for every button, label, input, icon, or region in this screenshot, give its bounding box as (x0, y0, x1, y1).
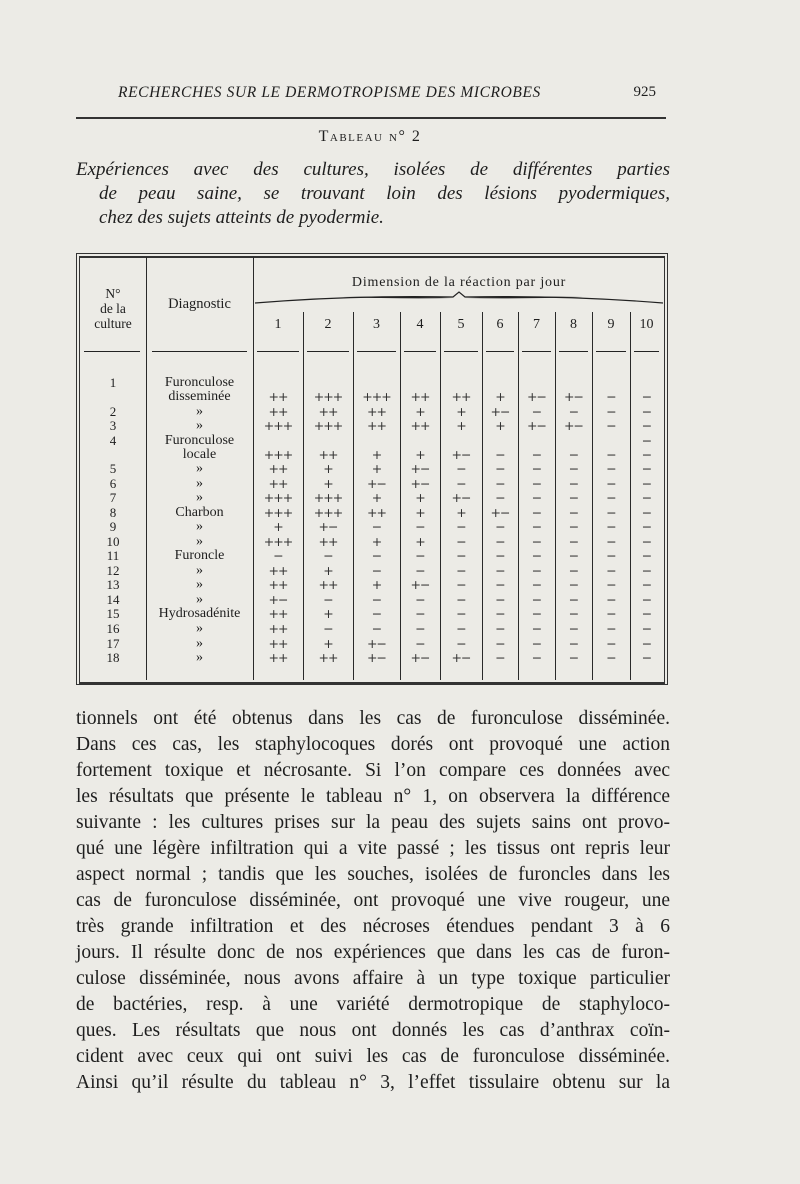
diagnostic-label: » (196, 621, 203, 636)
reaction-day-5: − (456, 548, 466, 563)
culture-number: 13 (106, 577, 120, 592)
reaction-day-1: ++ (268, 476, 288, 491)
reaction-day-2: + (323, 563, 333, 578)
reaction-day-7: − (531, 636, 542, 651)
reaction-day-9: − (606, 505, 616, 520)
culture-number: 8 (109, 505, 117, 520)
diagnostic-label: Furoncle (174, 548, 225, 563)
reaction-day-8: − (568, 577, 579, 592)
reaction-day-1: ++ (268, 636, 288, 651)
reaction-day-1: + (273, 519, 283, 534)
reaction-day-9: − (606, 534, 616, 549)
reaction-day-10: − (641, 606, 652, 621)
reaction-day-6: − (495, 534, 505, 549)
reaction-day-5: + (456, 404, 466, 419)
reaction-day-9: − (606, 621, 616, 636)
diagnostic-label: » (196, 418, 203, 433)
body-text-line: fortement toxique et nécrosante. Si l’on compare ces données avec (76, 760, 670, 781)
culture-number: 16 (106, 621, 120, 636)
reaction-day-5: +− (451, 447, 471, 462)
reaction-day-5: − (456, 461, 466, 476)
reaction-day-8: − (568, 548, 579, 563)
header-day-10: 10 (639, 317, 654, 332)
reaction-day-8: − (568, 505, 579, 520)
culture-number: 15 (106, 606, 120, 621)
body-text-line: qué une légère infiltration qui a vite passé ; les tissus ont repris leur (76, 838, 670, 859)
reaction-day-4: − (415, 548, 425, 563)
reaction-day-6: − (495, 650, 505, 665)
reaction-day-6: +− (490, 505, 510, 520)
reaction-day-2: ++ (318, 447, 338, 462)
reaction-day-6: − (495, 476, 505, 491)
reaction-day-4: +− (410, 650, 430, 665)
reaction-day-7: − (531, 650, 542, 665)
diagnostic-label: Hydrosadénite (158, 606, 241, 621)
reaction-day-3: ++ (367, 505, 386, 520)
reaction-day-9: − (606, 606, 616, 621)
header-day-2: 2 (324, 317, 332, 332)
reaction-day-10: − (641, 621, 652, 636)
reaction-day-4: − (415, 592, 425, 607)
reaction-day-4: + (415, 534, 425, 549)
reaction-day-8: − (568, 519, 579, 534)
reaction-day-8: − (568, 606, 579, 621)
reaction-day-1: ++ (268, 563, 288, 578)
diagnostic-label: » (196, 476, 203, 491)
header-underline (596, 351, 626, 352)
reaction-day-2: + (323, 636, 333, 651)
reaction-day-7: − (531, 505, 542, 520)
reaction-day-4: + (415, 505, 425, 520)
reaction-day-3: + (371, 461, 382, 476)
reaction-day-9: − (606, 650, 616, 665)
header-underline (486, 351, 514, 352)
table-caption (76, 158, 670, 230)
header-underline (84, 351, 140, 352)
reaction-day-1: ++ (268, 389, 288, 404)
culture-number: 7 (109, 490, 117, 505)
reaction-day-6: − (495, 592, 505, 607)
header-day-4: 4 (416, 317, 424, 332)
reaction-day-6: − (495, 548, 505, 563)
reaction-day-5: +− (451, 490, 471, 505)
reaction-day-8: − (568, 636, 579, 651)
culture-number: 18 (106, 650, 120, 665)
reaction-day-7: − (531, 447, 542, 462)
reaction-day-9: − (606, 490, 616, 505)
reaction-day-2: + (323, 476, 333, 491)
reaction-day-3: − (371, 592, 382, 607)
reaction-day-1: ++ (268, 650, 288, 665)
reaction-day-8: − (568, 447, 579, 462)
reaction-day-7: − (531, 621, 542, 636)
body-text-line: cas de furonculose disséminée, ont provoqué une vive rougeur, une (76, 890, 670, 911)
diagnostic-label: » (196, 592, 203, 607)
culture-number: 10 (106, 534, 120, 549)
diagnostic-label: disseminée (168, 389, 231, 404)
reaction-day-10: − (641, 505, 652, 520)
reaction-day-7: − (531, 476, 542, 491)
reaction-day-2: + (323, 606, 333, 621)
reaction-day-6: − (495, 621, 505, 636)
reaction-day-8: − (568, 476, 579, 491)
reaction-day-10: − (641, 461, 652, 476)
reaction-day-2: − (323, 621, 333, 636)
reaction-day-8: − (568, 404, 579, 419)
reaction-day-9: − (606, 548, 616, 563)
body-text-line: cident avec ceux qui ont suivi les cas de furonculose disséminée. (76, 1046, 670, 1067)
reaction-day-1: +++ (263, 490, 293, 505)
reaction-day-9: − (606, 404, 616, 419)
header-day-7: 7 (533, 317, 540, 332)
header-underline (307, 351, 349, 352)
diagnostic-label: locale (182, 447, 217, 462)
reaction-day-2: +++ (313, 389, 343, 404)
reaction-day-8: − (568, 490, 579, 505)
diagnostic-label: » (196, 636, 203, 651)
culture-number: 17 (106, 636, 120, 651)
reaction-day-5: − (456, 534, 466, 549)
reaction-day-5: − (456, 592, 466, 607)
reaction-day-6: − (495, 636, 505, 651)
header-underline (522, 351, 551, 352)
reaction-day-4: − (415, 621, 425, 636)
diagnostic-label: » (196, 650, 203, 665)
reaction-day-6: +− (490, 404, 510, 419)
reaction-day-2: ++ (318, 404, 338, 419)
culture-number: 6 (109, 476, 117, 491)
header-diagnostic: Diagnostic (168, 296, 231, 312)
reaction-day-8: − (568, 592, 579, 607)
running-head (118, 84, 656, 102)
body-text-line: ques. Les résultats que nous ont donnés les cas d’anthrax coïn- (76, 1020, 670, 1041)
reaction-day-2: − (323, 592, 333, 607)
reaction-day-1: − (273, 548, 283, 563)
header-number-line: culture (94, 316, 132, 331)
reaction-day-10: − (641, 476, 652, 491)
header-underline (634, 351, 659, 352)
diagnostic-label: » (196, 563, 203, 578)
header-number-line: N° (105, 286, 121, 301)
page-number: 925 (633, 84, 656, 100)
reaction-day-1: ++ (268, 577, 288, 592)
reaction-day-6: − (495, 563, 505, 578)
header-day-1: 1 (274, 317, 282, 332)
reaction-day-2: +++ (313, 418, 343, 433)
body-text-line: très grande infiltration et des nécroses étendues pendant 3 à 6 (76, 916, 670, 937)
reaction-day-7: − (531, 461, 542, 476)
reaction-day-2: + (323, 461, 333, 476)
reaction-day-4: − (415, 563, 425, 578)
body-text-line: Ainsi qu’il résulte du tableau n° 3, l’effet tissulaire obtenu sur la (76, 1072, 670, 1093)
reaction-day-4: − (415, 636, 425, 651)
culture-number: 4 (109, 433, 117, 448)
reaction-day-6: + (495, 418, 505, 433)
diagnostic-label: Furonculose (164, 433, 235, 448)
reaction-day-10: − (641, 650, 652, 665)
reaction-day-9: − (606, 577, 616, 592)
reaction-day-5: − (456, 519, 466, 534)
reaction-day-1: +++ (263, 534, 293, 549)
caption-line: de peau saine, se trouvant loin des lésions pyodermiques, (99, 183, 670, 204)
reaction-day-9: − (606, 461, 616, 476)
reaction-day-7: +− (527, 389, 546, 404)
reaction-day-1: +− (268, 592, 288, 607)
reaction-day-10: − (641, 404, 652, 419)
diagnostic-label: Furonculose (164, 375, 235, 390)
culture-number: 2 (109, 404, 117, 419)
reaction-day-10: − (641, 447, 652, 462)
culture-number: 1 (109, 375, 117, 390)
reaction-day-6: − (495, 577, 505, 592)
reaction-day-9: − (606, 447, 616, 462)
reaction-day-3: − (371, 621, 382, 636)
reaction-day-6: + (495, 389, 505, 404)
body-text-line: de bactéries, resp. à une variété dermotropique de staphyloco- (76, 994, 670, 1015)
culture-number: 11 (106, 548, 120, 563)
diagnostic-label: » (196, 404, 203, 419)
reaction-day-4: − (415, 519, 425, 534)
header-day-5: 5 (457, 317, 465, 332)
reaction-day-1: ++ (268, 606, 288, 621)
reaction-day-4: − (415, 606, 425, 621)
body-paragraph (76, 706, 670, 1096)
reaction-day-4: +− (410, 577, 430, 592)
culture-number: 5 (109, 461, 117, 476)
reaction-day-4: ++ (410, 389, 430, 404)
reaction-day-10: − (641, 592, 652, 607)
diagnostic-label: » (196, 577, 203, 592)
culture-number: 9 (109, 519, 117, 534)
reaction-day-5: − (456, 636, 466, 651)
reaction-day-1: +++ (263, 447, 293, 462)
reaction-day-6: − (495, 519, 505, 534)
diagnostic-label: Charbon (175, 505, 224, 520)
culture-number: 12 (106, 563, 120, 578)
reaction-day-3: − (371, 563, 382, 578)
reaction-day-3: + (371, 490, 382, 505)
body-text-line: Dans ces cas, les staphylocoques dorés ont provoqué une action (76, 734, 670, 755)
reaction-day-7: − (531, 490, 542, 505)
diagnostic-label: » (196, 490, 203, 505)
header-underline (559, 351, 588, 352)
reaction-day-9: − (606, 592, 616, 607)
brace-icon (253, 291, 665, 307)
reaction-day-3: − (371, 519, 382, 534)
reaction-day-1: ++ (268, 404, 288, 419)
reaction-day-9: − (606, 389, 616, 404)
culture-number: 3 (109, 418, 117, 433)
reaction-day-8: +− (564, 389, 583, 404)
reaction-day-7: +− (527, 418, 546, 433)
reaction-day-4: +− (410, 461, 430, 476)
reaction-day-7: − (531, 563, 542, 578)
reaction-day-5: +− (451, 650, 471, 665)
reaction-day-2: ++ (318, 650, 338, 665)
reaction-day-6: − (495, 490, 505, 505)
reaction-day-1: +++ (263, 418, 293, 433)
running-head-title: RECHERCHES SUR LE DERMOTROPISME DES MICROBES (118, 84, 541, 101)
reaction-day-9: − (606, 418, 616, 433)
reaction-day-6: − (495, 606, 505, 621)
diagnostic-label: » (196, 519, 203, 534)
reaction-day-7: − (531, 606, 542, 621)
caption-line: chez des sujets atteints de pyodermie. (99, 207, 384, 228)
reaction-day-4: + (415, 447, 425, 462)
reaction-day-7: − (531, 404, 542, 419)
reaction-day-9: − (606, 636, 616, 651)
reaction-day-3: +++ (362, 389, 391, 404)
reaction-day-2: ++ (318, 534, 338, 549)
caption-line: Expériences avec des cultures, isolées de différentes parties (76, 159, 670, 180)
reaction-day-3: ++ (367, 404, 386, 419)
reaction-day-1: ++ (268, 461, 288, 476)
reaction-day-7: − (531, 577, 542, 592)
reaction-day-2: − (323, 548, 333, 563)
reaction-day-10: − (641, 389, 652, 404)
reaction-day-10: − (641, 563, 652, 578)
reaction-day-4: ++ (410, 418, 430, 433)
body-text-line: aspect normal ; tandis que les souches, isolées de furoncles dans les (76, 864, 670, 885)
diagnostic-label: » (196, 461, 203, 476)
reaction-day-7: − (531, 534, 542, 549)
reaction-day-8: − (568, 563, 579, 578)
header-underline (357, 351, 396, 352)
reaction-day-10: − (641, 534, 652, 549)
reaction-day-10: − (641, 548, 652, 563)
body-text-line: tionnels ont été obtenus dans les cas de furonculose disséminée. (76, 708, 670, 729)
reaction-day-5: − (456, 606, 466, 621)
header-day-6: 6 (496, 317, 504, 332)
header-underline (257, 351, 299, 352)
reaction-day-4: + (415, 404, 425, 419)
header-number-line: de la (100, 301, 126, 316)
reaction-day-5: + (456, 505, 466, 520)
reaction-day-2: +− (318, 519, 338, 534)
header-day-9: 9 (607, 317, 615, 332)
reaction-day-6: − (495, 447, 505, 462)
table-title: Tableau n° 2 (318, 128, 422, 145)
reaction-day-3: +− (367, 636, 386, 651)
reaction-day-2: +++ (313, 505, 343, 520)
header-dimension: Dimension de la réaction par jour (351, 275, 567, 290)
header-underline (152, 351, 247, 352)
reaction-day-10: − (641, 636, 652, 651)
reaction-day-3: +− (367, 650, 386, 665)
reaction-day-3: +− (367, 476, 386, 491)
reaction-day-6: − (495, 461, 505, 476)
reaction-day-8: − (568, 621, 579, 636)
reaction-day-3: − (371, 548, 382, 563)
reaction-day-5: − (456, 476, 466, 491)
reaction-day-4: + (415, 490, 425, 505)
header-number (80, 286, 146, 331)
reaction-day-1: ++ (268, 621, 288, 636)
reaction-day-10: − (641, 490, 652, 505)
reaction-day-3: + (371, 534, 382, 549)
reaction-day-1: +++ (263, 505, 293, 520)
reaction-day-9: − (606, 476, 616, 491)
reaction-day-9: − (606, 563, 616, 578)
reaction-day-8: +− (564, 418, 583, 433)
header-rule (76, 117, 666, 119)
body-text-line: les résultats que présente le tableau n° 1, on observera la différence (76, 786, 670, 807)
reaction-day-3: − (371, 606, 382, 621)
reaction-day-7: − (531, 519, 542, 534)
reaction-day-2: +++ (313, 490, 343, 505)
reaction-day-8: − (568, 534, 579, 549)
body-text-line: culose disséminée, nous avons affaire à un type toxique particulier (76, 968, 670, 989)
body-text-line: suivante : les cultures prises sur la peau des sujets sains ont provo- (76, 812, 670, 833)
header-underline (444, 351, 478, 352)
reaction-day-5: − (456, 621, 466, 636)
header-day-3: 3 (373, 317, 380, 332)
reaction-day-3: + (371, 577, 382, 592)
reaction-day-10: − (641, 577, 652, 592)
header-day-8: 8 (570, 317, 577, 332)
reaction-day-5: + (456, 418, 466, 433)
reaction-day-10: − (641, 418, 652, 433)
reaction-day-8: − (568, 650, 579, 665)
reaction-day-10: − (641, 519, 652, 534)
reaction-day-3: + (371, 447, 382, 462)
body-text-line: jours. Il résulte donc de nos expériences que dans les cas de furon- (76, 942, 670, 963)
reaction-day-5: − (456, 563, 466, 578)
reaction-day-8: − (568, 461, 579, 476)
reaction-day-2: ++ (318, 577, 338, 592)
reaction-day-4: +− (410, 476, 430, 491)
header-underline (404, 351, 436, 352)
reaction-day-7: − (531, 548, 542, 563)
reaction-day-9: − (606, 519, 616, 534)
reaction-day-10-extra: − (641, 433, 652, 448)
reaction-day-5: ++ (451, 389, 471, 404)
reaction-day-3: ++ (367, 418, 386, 433)
diagnostic-label: » (196, 534, 203, 549)
reaction-day-7: − (531, 592, 542, 607)
reaction-day-5: − (456, 577, 466, 592)
culture-number: 14 (106, 592, 120, 607)
